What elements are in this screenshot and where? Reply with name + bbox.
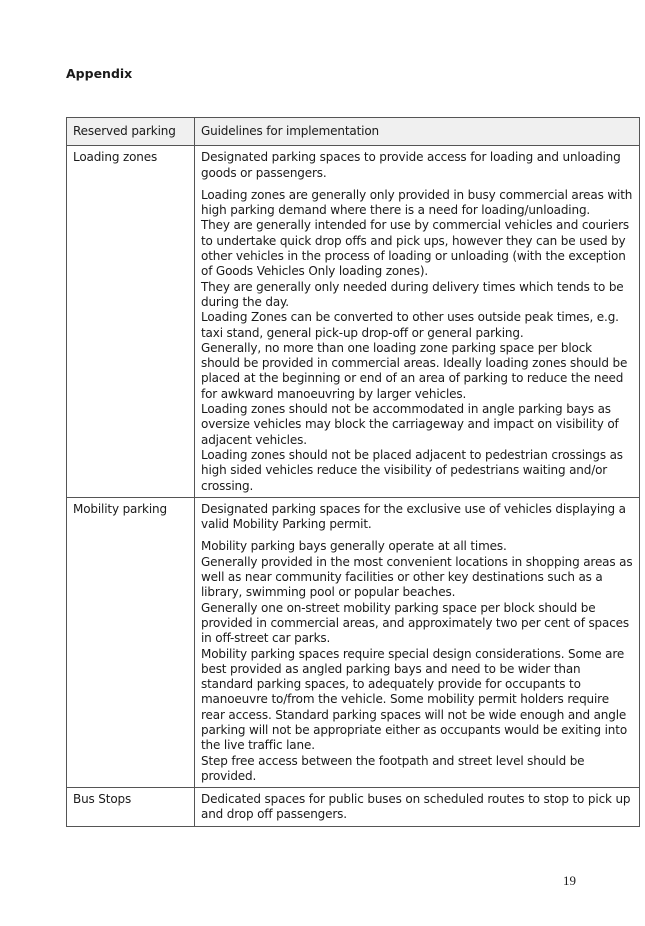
guideline-text: Loading zones should not be placed adjacent to pedestrian crossings as high sided vehicles reduce the visibility of pedestrians waiting and/or crossing. [201, 447, 623, 493]
column-header-reserved-parking: Reserved parking [67, 118, 195, 146]
guideline-text: Dedicated spaces for public buses on scheduled routes to stop to pick up and drop off passengers. [201, 792, 631, 822]
guideline-text: Designated parking spaces for the exclusive use of vehicles displaying a valid Mobility Parking permit. [201, 501, 626, 532]
reserved-parking-table [66, 117, 640, 827]
table-row [67, 788, 640, 827]
column-header-guidelines: Guidelines for implementation [195, 118, 640, 146]
guideline-text: Step free access between the footpath and street level should be provided. [201, 753, 585, 783]
guideline-text: Mobility parking bays generally operate at all times. [201, 539, 507, 554]
guideline-text: Generally, no more than one loading zone parking space per block should be provided in commercial areas. Ideally loading zones should be placed at the beginning or end of an area of parking to reduce the need for awkward manoeuvring by larger vehicles. [201, 340, 628, 401]
guideline-text: Designated parking spaces to provide access for loading and unloading goods or passengers. [201, 150, 621, 180]
row-label: Mobility parking [67, 497, 195, 787]
guideline-text: Mobility parking spaces require special design considerations. Some are best provided as angled parking bays and need to be wider than standard parking spaces, to adequately provide for occupants to manoeuvre to/from the vehicle. Some mobility permit holders require rear access. Standard parking spaces will not be wide enough and angle parking will not be appropriate either as occupants would be exiting into the live traffic lane. [201, 646, 628, 753]
guideline-text: Loading zones should not be accommodated in angle parking bays as oversize vehicles may block the carriageway and impact on visibility of adjacent vehicles. [201, 402, 619, 447]
guideline-paragraph [201, 188, 634, 494]
guideline-text: Loading zones are generally only provided in busy commercial areas with high parking demand where there is a need for loading/unloading. [201, 187, 633, 218]
page-heading: Appendix [66, 66, 133, 81]
table-header-row [67, 118, 640, 146]
guideline-text: Loading Zones can be converted to other uses outside peak times, e.g. taxi stand, general pick-up drop-off or general parking. [201, 310, 619, 340]
page-number: 19 [563, 873, 576, 888]
guideline-cell [195, 146, 640, 498]
row-label: Bus Stops [67, 788, 195, 827]
guideline-cell [195, 497, 640, 787]
guideline-paragraph [201, 539, 634, 784]
guideline-text: Generally one on-street mobility parking space per block should be provided in commercial areas, and approximately two per cent of spaces in off-street car parks. [201, 600, 629, 646]
table-row [67, 146, 640, 498]
guideline-paragraph [201, 150, 634, 181]
guideline-paragraph [201, 792, 634, 823]
guideline-paragraph [201, 502, 634, 533]
guideline-cell [195, 788, 640, 827]
table-row [67, 497, 640, 787]
guideline-text: They are generally only needed during delivery times which tends to be during the day. [201, 279, 624, 309]
row-label: Loading zones [67, 146, 195, 498]
guideline-text: They are generally intended for use by commercial vehicles and couriers to undertake quick drop offs and pick ups, however they can be used by other vehicles in the process of loading or unloading (with the exception of Goods Vehicles Only loading zones). [201, 218, 630, 279]
guideline-text: Generally provided in the most convenient locations in shopping areas as well as near community facilities or other key destinations such as a library, swimming pool or popular beaches. [201, 554, 633, 600]
